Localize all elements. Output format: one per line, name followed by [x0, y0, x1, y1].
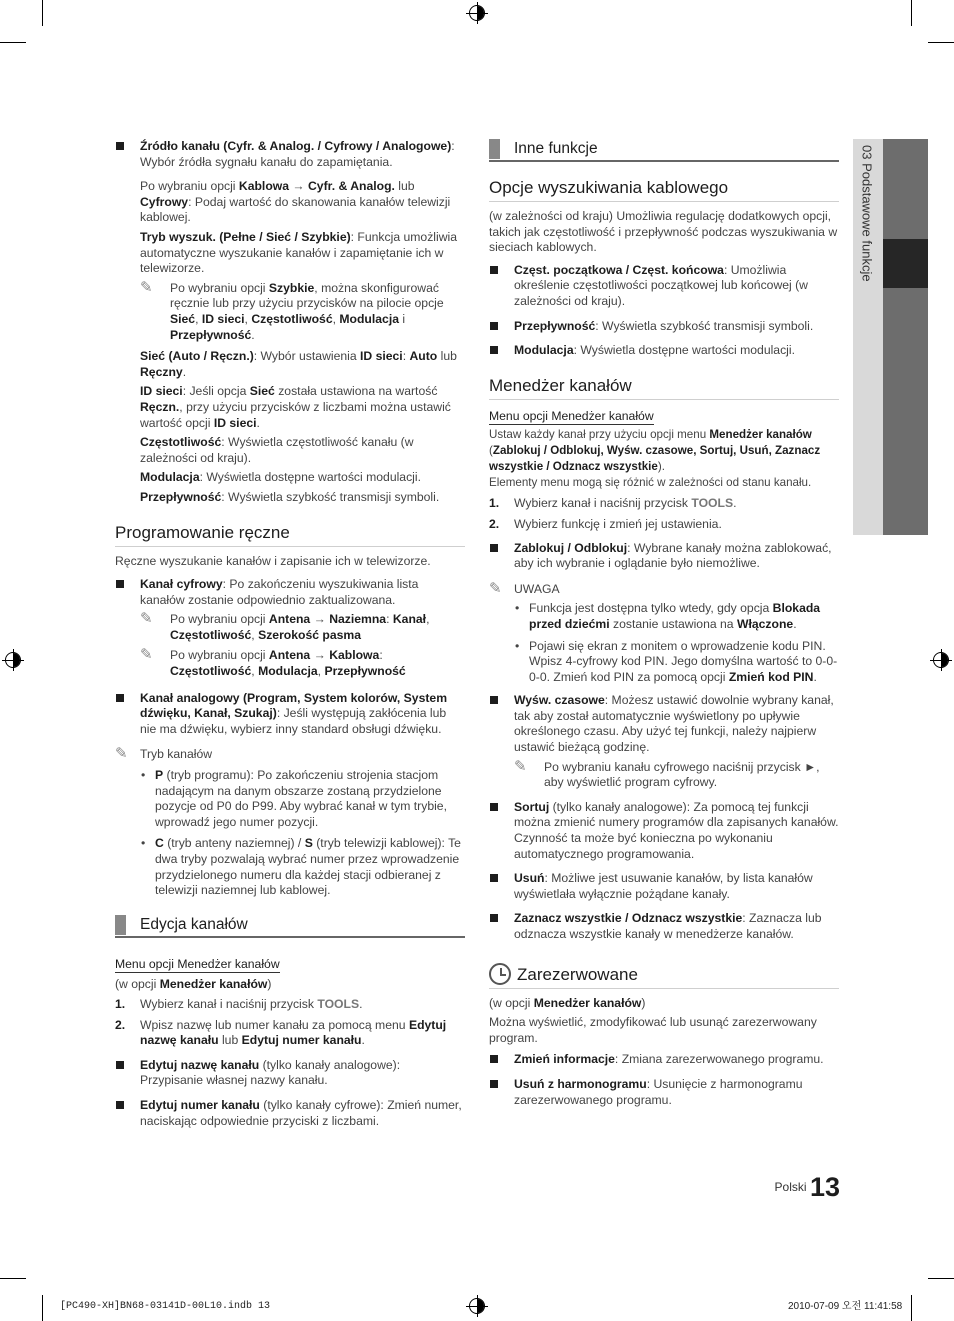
language-label: Polski	[774, 1180, 807, 1194]
section-title: Opcje wyszukiwania kablowego	[489, 177, 839, 202]
crop-mark	[0, 42, 26, 43]
print-slug: [PC490-XH]BN68-03141D-00L10.indb 13	[60, 1301, 271, 1312]
subsection-title: Edycja kanałów	[115, 915, 465, 938]
note: ✎ UWAGA	[489, 579, 560, 597]
crop-mark	[928, 42, 954, 43]
bullet-item: • C (tryb anteny naziemnej) / S (tryb telewizji kablowej): Te dwa tryby pozwalają wybrać numer przez wprowadzenie przydzielonego numeru dla każdej stacji odbieranej z telewizji naziemnej lub kablowej.	[140, 836, 465, 898]
section-title: Programowanie ręczne	[115, 522, 465, 547]
paragraph: (w zależności od kraju) Umożliwia regulację dodatkowych opcji, takich jak częstotliwość i przepływność podczas wyszukiwania w sieciach kablowych.	[489, 209, 838, 255]
bullet-item: • Pojawi się ekran z monitem o wprowadzenie kodu PIN. Wpisz 4-cyfrowy kod PIN. Jego domyślna wartość to 0-0-0-0. Zmień kod PIN za pomocą opcji Zmień kod PIN.	[514, 639, 839, 686]
list-item: Wyśw. czasowe: Możesz ustawić dowolnie wybrany kanał, tak aby został automatycznie wyświetlony po upływie określonego czasu. Aby użyć tej funkcji, należy najpierw ustawić bieżącą godzinę.	[489, 693, 839, 755]
chapter-tab-marker	[883, 239, 928, 288]
note: ✎ Po wybraniu opcji Antena → Naziemna: Kanał, Częstotliwość, Szerokość pasma	[140, 610, 430, 642]
subsection-title: Inne funkcje	[489, 139, 839, 162]
page-number: 13	[809, 1172, 840, 1202]
registration-mark-icon	[469, 1298, 485, 1314]
list-item: Edytuj numer kanału (tylko kanały cyfrowe): Zmień numer, naciskając odpowiednie przyciski z liczbami.	[115, 1098, 465, 1129]
crop-mark	[42, 0, 43, 26]
right-column	[489, 139, 839, 1117]
paragraph: Tryb wyszuk. (Pełne / Sieć / Szybkie): Funkcja umożliwia automatyczne wyszukanie kanałów i zapamiętanie ich w telewizorze.	[140, 229, 457, 276]
list-item: Usuń z harmonogramu: Usunięcie z harmonogramu zarezerwowanego programu.	[489, 1077, 839, 1108]
bullet-list	[115, 768, 465, 899]
step-item: 2. Wpisz nazwę lub numer kanału za pomocą menu Edytuj nazwę kanału lub Edytuj numer kanału.	[115, 1017, 447, 1048]
pencil-note-icon: ✎	[140, 610, 153, 628]
list-item: Sortuj (tylko kanały analogowe): Za pomocą tej funkcji można zmienić numery programów dla zapisanych kanałów. Czynność ta może być konieczna po wykonaniu automatycznego programowania.	[489, 800, 839, 862]
pencil-note-icon: ✎	[115, 745, 128, 763]
note-wrap	[115, 612, 465, 679]
list-item: Częst. początkowa / Częst. końcowa: Umożliwia określenie częstotliwości początkowej lub końcowej (w zależności od kraju).	[489, 263, 839, 310]
registration-mark-icon	[933, 652, 949, 668]
note-wrap	[489, 757, 839, 791]
paragraph: Ręczne wyszukanie kanałów i zapisanie ich w telewizorze.	[115, 554, 431, 569]
pencil-note-icon: ✎	[140, 646, 153, 664]
clock-icon	[489, 963, 511, 985]
crop-mark	[0, 1278, 26, 1279]
step-item: 1. Wybierz kanał i naciśnij przycisk TOOLS.	[115, 996, 363, 1011]
bullet-list	[489, 601, 839, 685]
paragraph: (w opcji Menedżer kanałów)	[489, 995, 646, 1010]
paragraph: Częstotliwość: Wyświetla częstotliwość kanału (w zależności od kraju).	[140, 435, 414, 465]
bullet-item: • Funkcja jest dostępna tylko wtedy, gdy opcja Blokada przed dziećmi zostanie ustawiona na Włączone.	[514, 601, 839, 632]
list-item: Zmień informacje: Zmiana zarezerwowanego programu.	[489, 1052, 839, 1068]
list-item: Kanał analogowy (Program, System kolorów, System dźwięku, Kanał, Szukaj): Jeśli występują zakłócenia lub nie ma dźwięku, wybierz inny standard obsługi dźwięku.	[115, 691, 465, 738]
step-item: 1. Wybierz kanał i naciśnij przycisk TOOLS.	[489, 496, 737, 511]
bullet-item: • P (tryb programu): Po zakończeniu strojenia stacjom nadającym na danym obszarze zostaną przydzielone pozycje od P0 do P99. Aby wybrać kanał w tym trybie, wprowadź jego numer pozycji.	[140, 768, 465, 830]
step-item: 2. Wybierz funkcję i zmień jej ustawienia.	[489, 516, 722, 531]
pencil-note-icon: ✎	[140, 278, 153, 296]
registration-mark-icon	[469, 5, 485, 21]
menu-path: Menu opcji Menedżer kanałów	[115, 957, 280, 974]
pencil-note-icon: ✎	[489, 579, 502, 597]
left-column	[115, 139, 465, 1138]
paragraph: (w opcji Menedżer kanałów)	[115, 977, 272, 992]
menu-path-wrap	[489, 409, 839, 428]
note: ✎ Po wybraniu kanału cyfrowego naciśnij przycisk ►, aby wyświetlić program cyfrowy.	[514, 757, 820, 790]
crop-mark	[911, 1295, 912, 1321]
paragraph: Ustaw każdy kanał przy użyciu opcji menu Menedżer kanałów (Zablokuj / Odblokuj, Wyśw. czasowe, Sortuj, Usuń, Zaznacz wszystkie / Odznacz wszystkie). Elementy menu mogą się różnić w zależności od stanu kanału.	[489, 428, 821, 490]
section-title: Zarezerwowane	[489, 963, 839, 989]
note: ✎ Po wybraniu opcji Szybkie, można skonfigurować ręcznie lub przy użyciu przycisków na pilocie opcje Sieć, ID sieci, Częstotliwość, Modulacja i Przepływność.	[140, 278, 444, 342]
chapter-tab-dark	[883, 139, 928, 535]
list-item: Modulacja: Wyświetla dostępne wartości modulacji.	[489, 343, 839, 359]
chapter-label: 03 Podstawowe funkcje	[859, 145, 875, 282]
paragraph: Można wyświetlić, zmodyfikować lub usunąć zarezerwowany program.	[489, 1015, 817, 1045]
print-date: 2010-07-09 오전 11:41:58	[788, 1301, 903, 1312]
section-title: Menedżer kanałów	[489, 375, 839, 400]
menu-path-wrap	[115, 957, 465, 978]
list-item: Edytuj nazwę kanału (tylko kanały analogowe): Przypisanie własnej nazwy kanału.	[115, 1058, 465, 1089]
registration-mark-icon	[5, 652, 21, 668]
crop-mark	[911, 0, 912, 26]
list-item: Przepływność: Wyświetla szybkość transmisji symboli.	[489, 319, 839, 335]
list-item: Zablokuj / Odblokuj: Wybrane kanały można zablokować, aby ich wybranie i oglądanie było niemożliwe.	[489, 541, 839, 572]
paragraph: Modulacja: Wyświetla dostępne wartości modulacji.	[140, 470, 421, 485]
list-item: Usuń: Możliwe jest usuwanie kanałów, by lista kanałów wyświetlała wyłącznie pożądane kanały.	[489, 871, 839, 902]
note: ✎ Tryb kanałów	[115, 745, 213, 763]
paragraph: Sieć (Auto / Ręczn.): Wybór ustawienia ID sieci: Auto lub Ręczny.	[140, 349, 457, 379]
note: ✎ Po wybraniu opcji Antena → Kablowa: Częstotliwość, Modulacja, Przepływność	[140, 646, 406, 679]
paragraph: Po wybraniu opcji Kablowa → Cyfr. & Analog. lub Cyfrowy: Podaj wartość do skanowania kanałów telewizji kablowej.	[140, 179, 451, 225]
paragraph: Przepływność: Wyświetla szybkość transmisji symboli.	[140, 489, 440, 504]
list-item: Źródło kanału (Cyfr. & Analog. / Cyfrowy / Analogowe): Wybór źródła sygnału kanału do zapamiętania.	[115, 139, 465, 170]
list-item: Kanał cyfrowy: Po zakończeniu wyszukiwania lista kanałów zostanie odpowiednio zaktualizowana.	[115, 577, 465, 608]
note-wrap	[115, 278, 465, 343]
crop-mark	[42, 1295, 43, 1321]
paragraph: ID sieci: Jeśli opcja Sieć została ustawiona na wartość Ręczn., przy użyciu przycisków z liczbami można ustawić wartość opcji ID sieci.	[140, 384, 451, 430]
list-item: Zaznacz wszystkie / Odznacz wszystkie: Zaznacza lub odznacza wszystkie kanały w menedżerze kanałów.	[489, 911, 839, 942]
page-footer	[760, 1172, 840, 1202]
menu-path: Menu opcji Menedżer kanałów	[489, 409, 654, 426]
crop-mark	[928, 1278, 954, 1279]
pencil-note-icon: ✎	[514, 757, 527, 775]
